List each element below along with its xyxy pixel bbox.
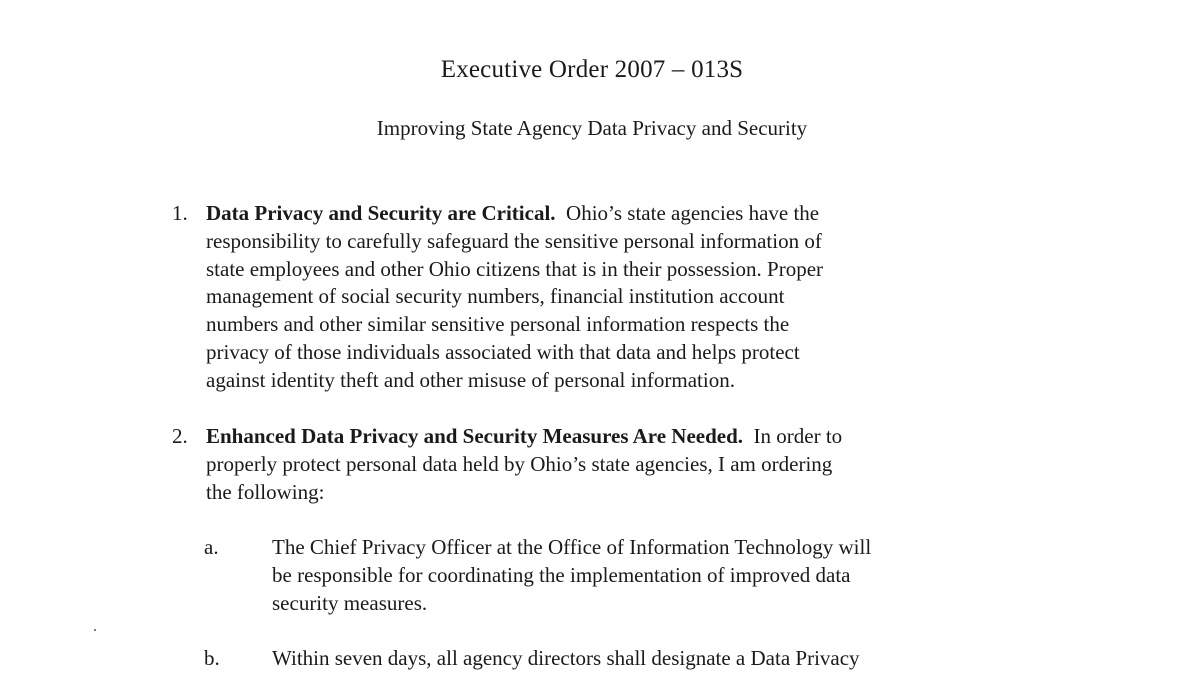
item-text: Ohio’s state agencies have the <box>566 201 820 225</box>
item-line: numbers and other similar sensitive personal information respects the <box>206 312 790 337</box>
item-heading: Data Privacy and Security are Critical. <box>206 201 556 225</box>
item-line: responsibility to carefully safeguard the sensitive personal information of <box>206 228 822 253</box>
item-line: privacy of those individuals associated with that data and helps protect <box>206 339 800 364</box>
item-line <box>206 200 1026 228</box>
sub-item-line: be responsible for coordinating the implementation of improved data <box>272 562 851 587</box>
item-number: 2. <box>172 424 188 448</box>
sub-item-letter: a. <box>204 535 219 559</box>
item-line <box>206 423 1026 451</box>
document-subtitle: Improving State Agency Data Privacy and Security <box>376 116 808 140</box>
item-heading: Enhanced Data Privacy and Security Measures Are Needed. <box>206 424 744 448</box>
item-line: state employees and other Ohio citizens that is in their possession. Proper <box>206 256 824 281</box>
scan-speck <box>94 629 96 631</box>
sub-item-line: The Chief Privacy Officer at the Office of Information Technology will <box>272 535 872 559</box>
item-text: In order to <box>753 424 843 448</box>
document-title: Executive Order 2007 – 013S <box>440 56 744 83</box>
sub-item-letter: b. <box>204 646 220 670</box>
item-body <box>206 200 1026 395</box>
item-number: 1. <box>172 201 188 225</box>
item-line: against identity theft and other misuse of personal information. <box>206 367 735 392</box>
sub-item-line: Within seven days, all agency directors shall designate a Data Privacy <box>272 646 860 670</box>
item-line: the following: <box>206 479 325 504</box>
sub-item-line: security measures. <box>272 590 428 615</box>
sub-item-body <box>272 534 1072 617</box>
sub-item-body <box>272 645 1072 673</box>
item-line: properly protect personal data held by Ohio’s state agencies, I am ordering <box>206 451 833 476</box>
item-body <box>206 423 1026 506</box>
item-line: management of social security numbers, financial institution account <box>206 284 785 309</box>
